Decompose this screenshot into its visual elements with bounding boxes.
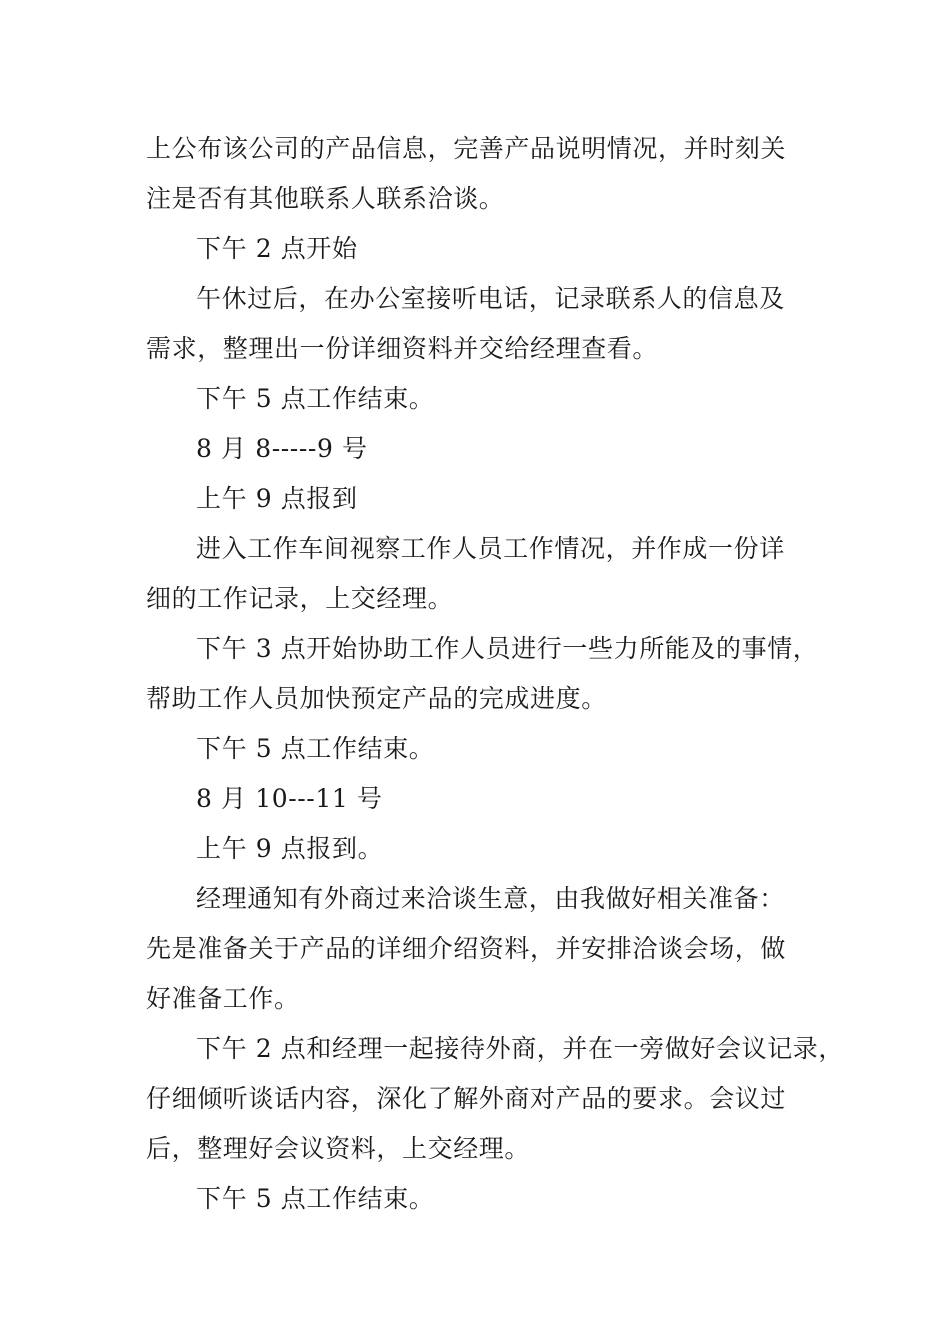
text-line: 下午 2 点开始 bbox=[196, 234, 358, 263]
text-line: 上午 9 点报到 bbox=[196, 484, 358, 513]
text-line: 注是否有其他联系人联系洽谈。 bbox=[146, 184, 505, 213]
text-line: 好准备工作。 bbox=[146, 984, 300, 1013]
text-line: 下午 3 点开始协助工作人员进行一些力所能及的事情， bbox=[196, 634, 819, 663]
text-line: 后，整理好会议资料，上交经理。 bbox=[146, 1134, 531, 1163]
text-line: 8 月 8-----9 号 bbox=[196, 434, 368, 463]
text-line: 下午 5 点工作结束。 bbox=[196, 1184, 435, 1213]
text-line: 上午 9 点报到。 bbox=[196, 834, 384, 863]
text-line: 午休过后，在办公室接听电话，记录联系人的信息及 bbox=[196, 284, 785, 313]
text-line: 下午 5 点工作结束。 bbox=[196, 384, 435, 413]
text-line: 8 月 10---11 号 bbox=[196, 784, 383, 813]
document-body bbox=[146, 124, 845, 1224]
text-line: 先是准备关于产品的详细介绍资料，并安排洽谈会场，做 bbox=[146, 934, 787, 963]
text-line: 下午 5 点工作结束。 bbox=[196, 734, 435, 763]
text-line: 上公布该公司的产品信息，完善产品说明情况，并时刻关 bbox=[146, 134, 787, 163]
text-line: 需求，整理出一份详细资料并交给经理查看。 bbox=[146, 334, 659, 363]
text-line: 进入工作车间视察工作人员工作情况，并作成一份详 bbox=[196, 534, 785, 563]
text-line: 仔细倾听谈话内容，深化了解外商对产品的要求。会议过 bbox=[146, 1084, 787, 1113]
text-line: 细的工作记录，上交经理。 bbox=[146, 584, 454, 613]
text-line: 下午 2 点和经理一起接待外商，并在一旁做好会议记录， bbox=[196, 1034, 845, 1063]
text-line: 经理通知有外商过来洽谈生意，由我做好相关准备： bbox=[196, 884, 785, 913]
text-line: 帮助工作人员加快预定产品的完成进度。 bbox=[146, 684, 607, 713]
